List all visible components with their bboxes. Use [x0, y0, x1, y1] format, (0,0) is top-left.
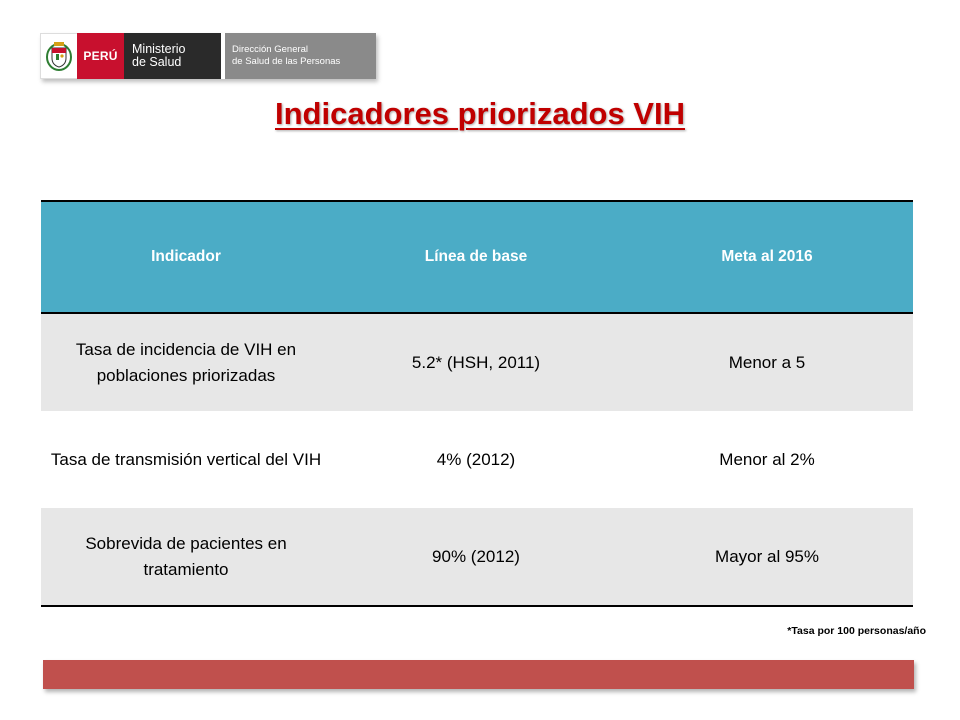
footnote: *Tasa por 100 personas/año	[787, 625, 926, 637]
table-header-row	[41, 202, 913, 314]
header-goal: Meta al 2016	[721, 248, 813, 265]
ministry-logo	[40, 33, 376, 79]
logo-directorate	[225, 33, 376, 79]
cell-indicator: Tasa de incidencia de VIH en poblaciones priorizadas	[75, 339, 297, 385]
header-indicator: Indicador	[151, 248, 221, 265]
logo-ministry-line2: de Salud	[132, 55, 182, 69]
table-row	[41, 411, 913, 508]
coat-of-arms-icon	[40, 33, 77, 79]
cell-goal: Menor a 5	[728, 352, 806, 372]
cell-baseline: 90% (2012)	[432, 546, 520, 566]
logo-ministry-line1: Ministerio	[132, 42, 186, 56]
indicators-table	[41, 200, 913, 607]
cell-goal: Mayor al 95%	[715, 546, 819, 566]
cell-baseline: 5.2* (HSH, 2011)	[411, 352, 541, 372]
header-baseline: Línea de base	[424, 248, 528, 265]
table-row	[41, 314, 913, 411]
cell-goal: Menor al 2%	[719, 449, 815, 469]
table-row	[41, 508, 913, 605]
cell-indicator: Sobrevida de pacientes en tratamiento	[85, 533, 287, 579]
logo-ministry	[124, 33, 221, 79]
logo-directorate-line2: de Salud de las Personas	[232, 56, 341, 67]
logo-directorate-line1: Dirección General	[232, 44, 309, 55]
cell-baseline: 4% (2012)	[436, 449, 516, 469]
cell-indicator: Tasa de transmisión vertical del VIH	[50, 449, 322, 469]
page-title: Indicadores priorizados VIH	[275, 96, 685, 131]
bottom-bar	[43, 660, 914, 689]
logo-country: PERÚ	[77, 33, 124, 79]
